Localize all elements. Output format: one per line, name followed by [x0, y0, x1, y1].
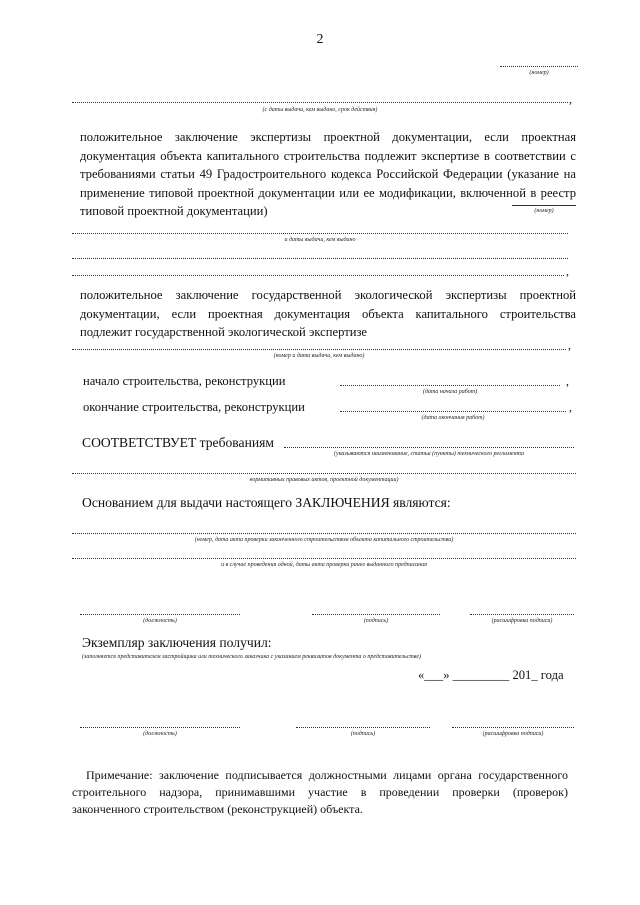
caption-date-issued: (с даты выдачи, кем выдано, срок действия)	[262, 107, 378, 113]
end-label: окончание строительства, реконструкции	[83, 400, 305, 414]
date-issued-line	[72, 102, 568, 103]
grounds-label: Основанием для выдачи настоящего ЗАКЛЮЧЕНИЯ являются:	[82, 495, 451, 510]
complies-label: СООТВЕТСТВУЕТ требованиям	[82, 435, 274, 450]
decoding-line	[470, 614, 574, 615]
position-line	[80, 614, 240, 615]
blank-line-2	[72, 275, 564, 276]
check-results-line	[72, 558, 576, 559]
caption-number: (номер)	[529, 70, 549, 76]
regulations-line	[72, 473, 576, 474]
paragraph-eco-expertise: положительное заключение государственной экологической экспертизы проектной документации, если проектная документация объекта капитального строительства подлежит государственной экологической экспертизе	[80, 288, 576, 339]
caption-check-results: и в случае проведения одной, даты акта проверки ранее выданного предписания	[221, 562, 427, 568]
end-date-line	[340, 411, 566, 412]
page-number: 2	[316, 32, 324, 47]
caption-expertise-date: и даты выдачи, кем выдано	[284, 237, 356, 243]
eco-number-line	[72, 349, 566, 350]
position-line-2	[80, 727, 240, 728]
requirements-line	[284, 447, 574, 448]
caption-recipient-hint: (заполняется представителем застройщика или технического заказчика с указанием реквизитов документа о представительстве)	[82, 654, 422, 660]
comma: ,	[569, 400, 572, 414]
comma: ,	[566, 374, 569, 388]
caption-requirements: (указываются наименование, статьи (пункты) технического регламента	[334, 451, 524, 457]
start-label: начало строительства, реконструкции	[83, 374, 286, 388]
signature-line-2	[296, 727, 430, 728]
caption-decoding: (расшифровка подписи)	[491, 618, 553, 624]
acts-line	[72, 533, 576, 534]
start-date-line	[340, 385, 560, 386]
comma: ,	[569, 92, 572, 106]
caption-expertise-number: (номер)	[534, 208, 554, 214]
signature-line	[312, 614, 440, 615]
caption-regulations: нормативных правовых актов, проектной документации)	[249, 477, 399, 483]
paragraph-expertise: положительное заключение экспертизы проектной документации, если проектная документация объекта капитального строительства подлежит экспертизе в соответствии с требованиями статьи 49 Градостроительного кодекса Российской Федерации (указание на применение типовой проектной документации или ее модификации, включенной в реестр типовой проектной документации)	[80, 130, 576, 218]
expertise-number-line	[512, 205, 576, 206]
caption-decoding-2: (расшифровка подписи)	[482, 731, 544, 737]
decoding-line-2	[452, 727, 574, 728]
caption-eco-number: (номер и дата выдачи, кем выдано)	[273, 353, 365, 359]
comma: ,	[566, 264, 569, 278]
blank-line-1	[72, 258, 568, 259]
caption-position: (должность)	[143, 618, 177, 624]
caption-signature: (подпись)	[363, 618, 389, 624]
caption-end-date: (дата окончания работ)	[421, 415, 485, 421]
number-line	[500, 66, 578, 67]
caption-start-date: (дата начала работ)	[422, 389, 478, 395]
note: Примечание: заключение подписывается должностными лицами органа государственного строительного надзора, принимавшими участие в проведении проверки (проверок) законченного строительством (реконструкцией) объекта.	[72, 768, 568, 816]
caption-position-2: (должность)	[143, 731, 177, 737]
comma: ,	[568, 338, 571, 352]
caption-acts: (номер, дата акта проверки законченного строительством объекта капитального строительства)	[194, 537, 454, 543]
caption-signature-2: (подпись)	[350, 731, 376, 737]
expertise-date-line	[72, 233, 568, 234]
date-line: «___» _________ 201_ года	[418, 668, 564, 682]
copy-received-label: Экземпляр заключения получил:	[82, 635, 272, 650]
